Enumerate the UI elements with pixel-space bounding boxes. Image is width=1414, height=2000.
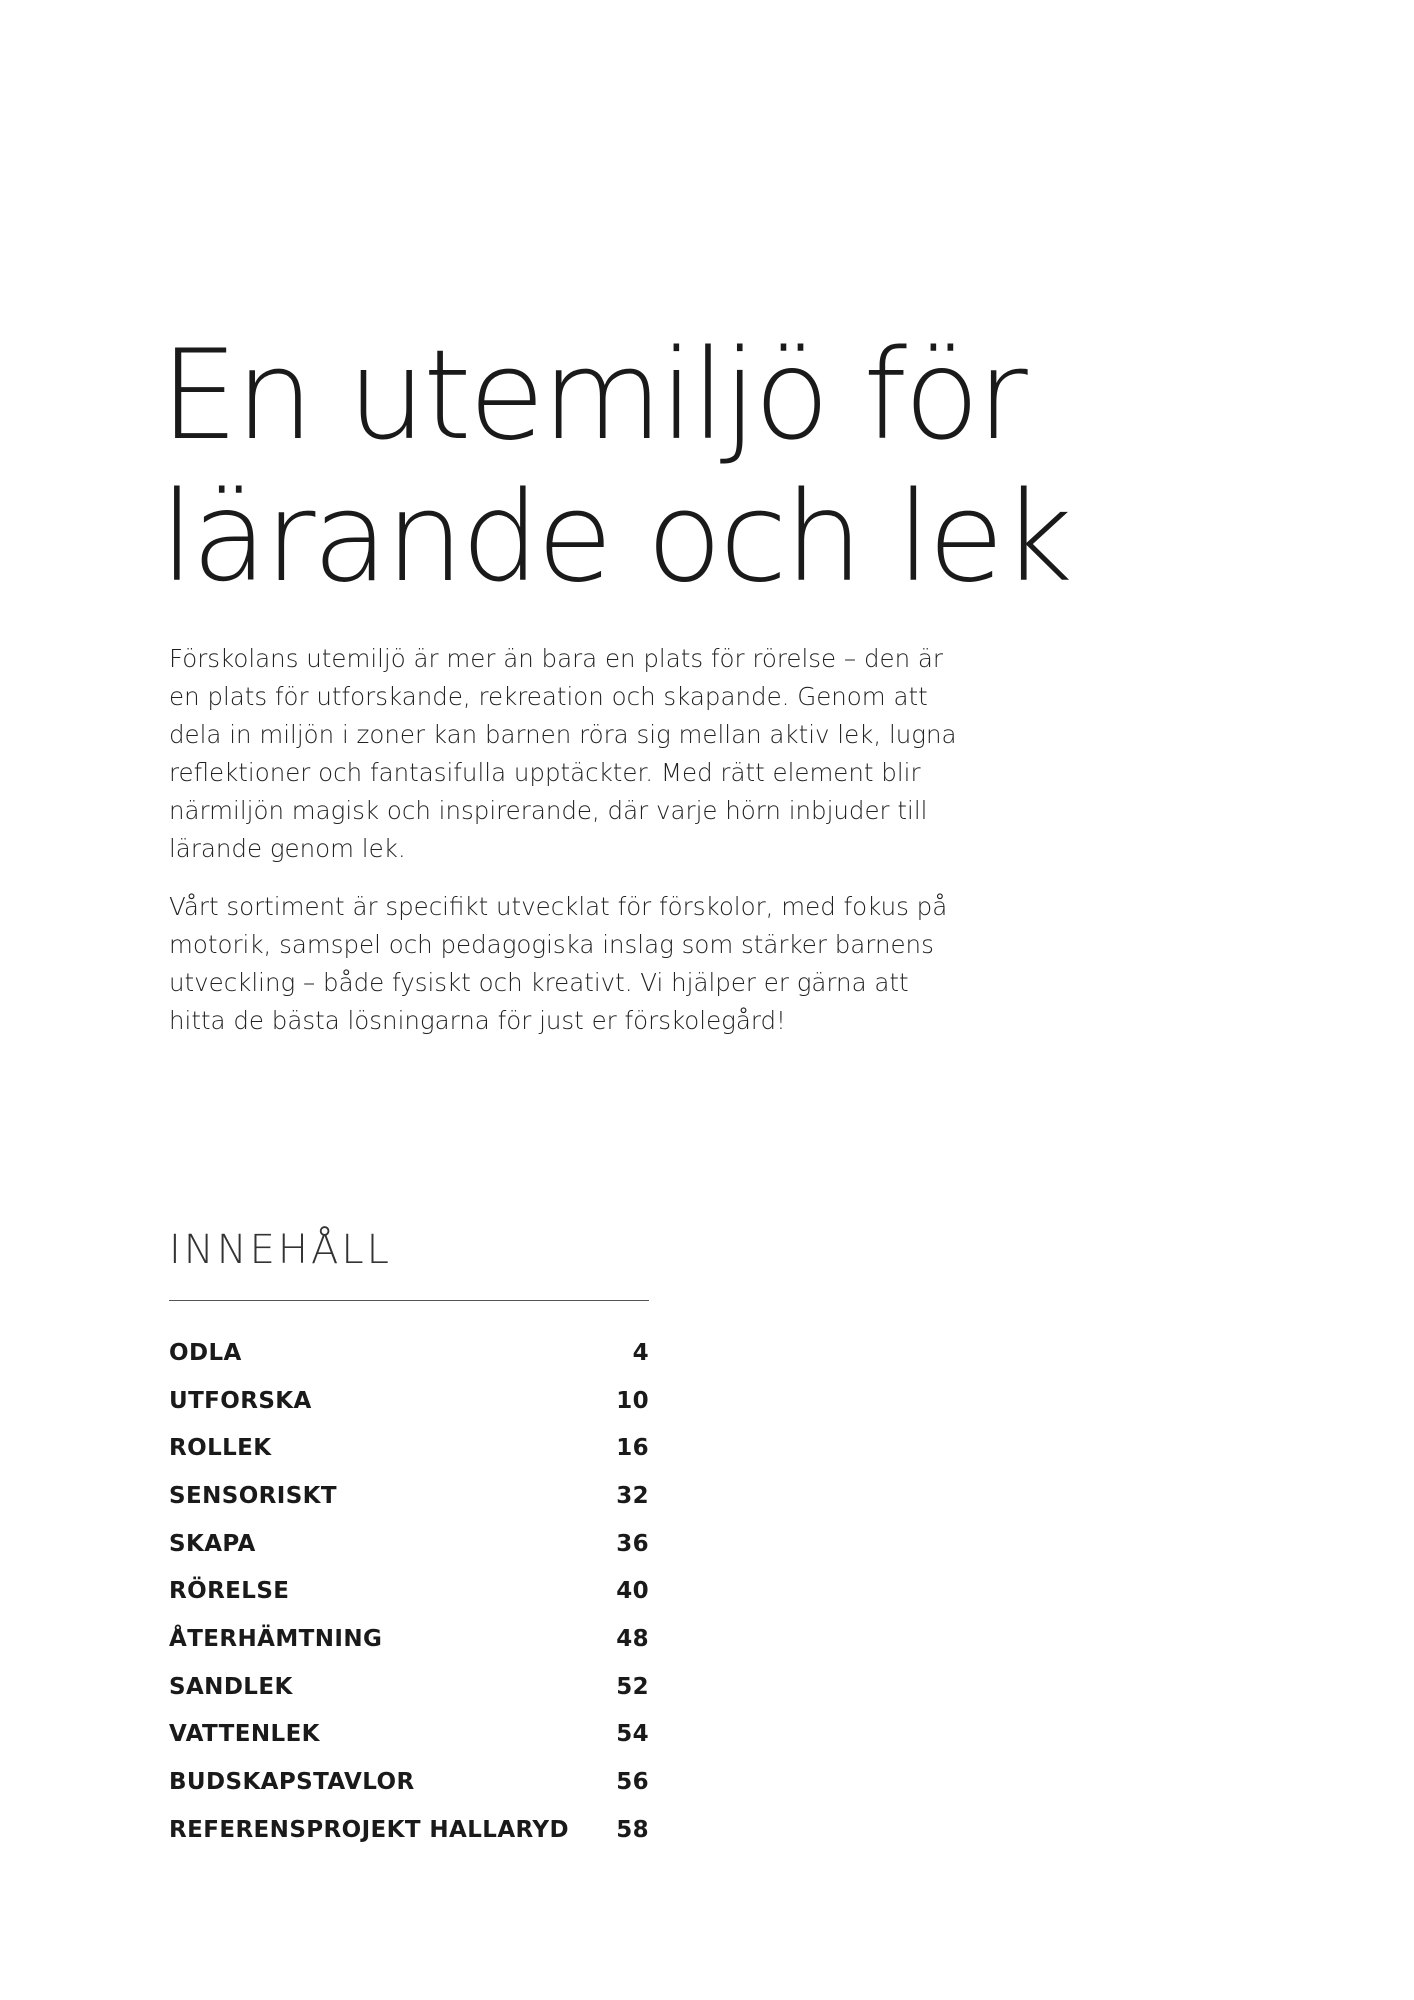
toc-divider — [169, 1300, 649, 1301]
toc-item-page: 40 — [616, 1578, 649, 1605]
toc-item-page: 4 — [632, 1339, 649, 1366]
toc-item-referensprojekt-hallaryd[interactable] — [169, 1806, 649, 1854]
toc-item-label: SENSORISKT — [169, 1482, 337, 1509]
toc-item-label: SANDLEK — [169, 1673, 293, 1700]
toc-item-sandlek[interactable] — [169, 1663, 649, 1711]
page-title-line-1: En utemiljö för — [160, 324, 1025, 468]
page-title — [160, 325, 1160, 609]
toc-item-label: RÖRELSE — [169, 1578, 290, 1605]
toc-item-page: 16 — [616, 1435, 649, 1462]
intro-paragraph-2: Vårt sortiment är specifikt utvecklat för förskolor, med fokus på motorik, samspel och pedagogiska inslag som stärker barnens utveckling – både fysiskt och kreativt. Vi hjälper er gärna att hitta de bästa lösningarna för just er förskolegård! — [169, 892, 948, 1035]
toc-item-odla[interactable] — [169, 1329, 649, 1377]
toc-item-page: 56 — [616, 1769, 649, 1796]
toc-item-utforska[interactable] — [169, 1377, 649, 1425]
toc-item-page: 36 — [616, 1530, 649, 1557]
toc-item-sensoriskt[interactable] — [169, 1472, 649, 1520]
toc-item-label: REFERENSPROJEKT HALLARYD — [169, 1816, 569, 1843]
toc-item-page: 54 — [616, 1721, 649, 1748]
toc-item-page: 52 — [616, 1673, 649, 1700]
toc-item-budskapstavlor[interactable] — [169, 1758, 649, 1806]
table-of-contents — [169, 1220, 649, 1854]
toc-item-vattenlek[interactable] — [169, 1711, 649, 1759]
intro-paragraph-1: Förskolans utemiljö är mer än bara en plats för rörelse – den är en plats för utforskande, rekreation och skapande. Genom att dela in miljön i zoner kan barnen röra sig mellan aktiv lek, lugna reflektioner och fantasifulla upptäckter. Med rätt element blir närmiljön magisk och inspirerande, där varje hörn inbjuder till lärande genom lek. — [169, 644, 957, 863]
toc-item-skapa[interactable] — [169, 1520, 649, 1568]
toc-item-label: ROLLEK — [169, 1435, 272, 1462]
toc-item-page: 32 — [616, 1482, 649, 1509]
toc-item-label: BUDSKAPSTAVLOR — [169, 1769, 415, 1796]
intro-text — [169, 640, 959, 1060]
toc-item-page: 58 — [616, 1816, 649, 1843]
toc-item-page: 48 — [616, 1625, 649, 1652]
toc-item-label: UTFORSKA — [169, 1387, 312, 1414]
toc-item-label: ÅTERHÄMTNING — [169, 1625, 383, 1652]
toc-list — [169, 1329, 649, 1854]
toc-item-label: ODLA — [169, 1339, 242, 1366]
toc-item-page: 10 — [616, 1387, 649, 1414]
toc-item-rollek[interactable] — [169, 1424, 649, 1472]
toc-item-label: VATTENLEK — [169, 1721, 320, 1748]
page-title-line-2: lärande och lek — [160, 466, 1071, 610]
toc-item-rorelse[interactable] — [169, 1567, 649, 1615]
toc-item-aterhamtning[interactable] — [169, 1615, 649, 1663]
toc-item-label: SKAPA — [169, 1530, 256, 1557]
toc-heading: INNEHÅLL — [169, 1227, 392, 1273]
